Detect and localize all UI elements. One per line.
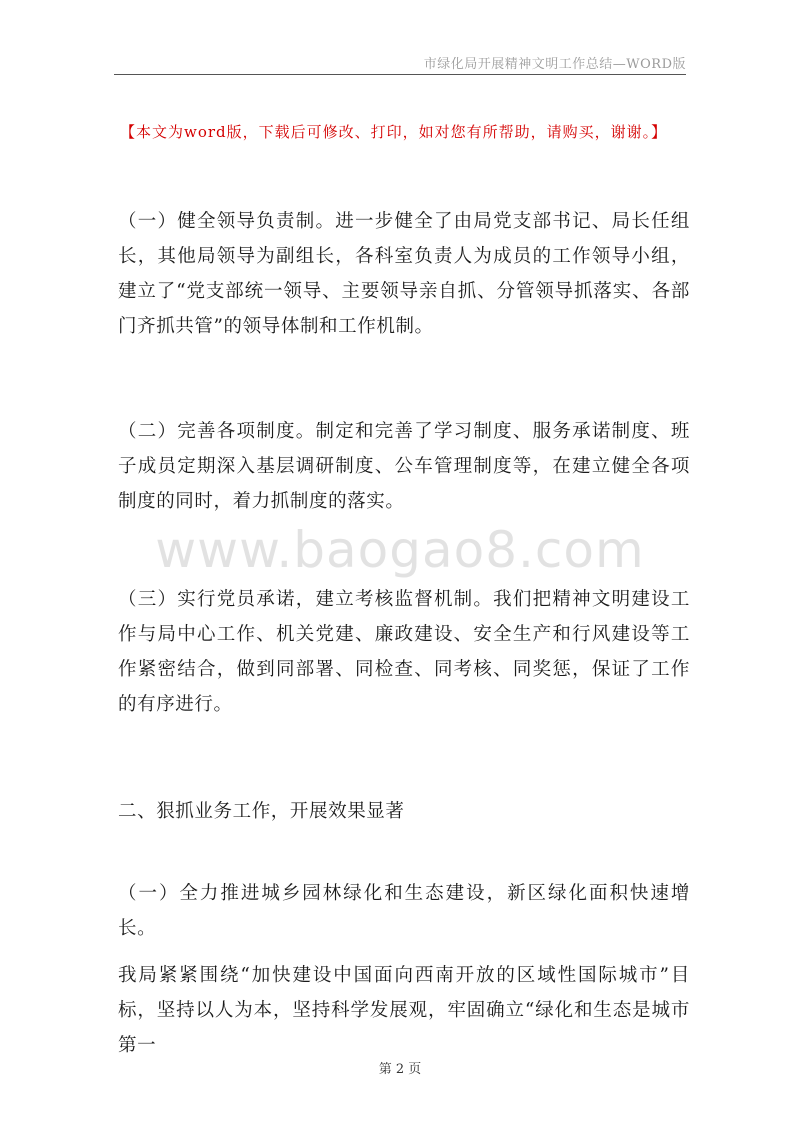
header-divider [114,74,686,75]
paragraph-leadership: （一）健全领导负责制。进一步健全了由局党支部书记、局长任组长，其他局领导为副组长，各科室负责人为成员的工作领导小组，建立了“党支部统一领导、主要领导亲自抓、分管领导抓落实、各部门齐抓共管”的领导体制和工作机制。 [118,211,690,337]
subsection-heading: （一）全力推进城乡园林绿化和生态建设，新区绿化面积快速增长。 [118,883,690,939]
page-number: 第 2 页 [378,1062,422,1077]
purchase-notice: 【本文为word版，下载后可修改、打印，如对您有所帮助，请购买，谢谢。】 [120,123,668,141]
watermark: www.baogao8.com [155,521,645,579]
paragraph-commitment: （三）实行党员承诺，建立考核监督机制。我们把精神文明建设工作与局中心工作、机关党建、廉政建设、安全生产和行风建设等工作紧密结合，做到同部署、同检查、同考核、同奖惩，保证了工作的有序进行。 [118,589,690,715]
section-heading: 二、狠抓业务工作，开展效果显著 [118,801,405,822]
paragraph-systems: （二）完善各项制度。制定和完善了学习制度、服务承诺制度、班子成员定期深入基层调研制度、公车管理制度等，在建立健全各项制度的同时，着力抓制度的落实。 [118,421,690,512]
header-title: 市绿化局开展精神文明工作总结—WORD版 [423,57,686,72]
paragraph-goal: 我局紧紧围绕“加快建设中国面向西南开放的区域性国际城市”目标，坚持以人为本，坚持科学发展观，牢固确立“绿化和生态是城市第一 [118,965,690,1056]
